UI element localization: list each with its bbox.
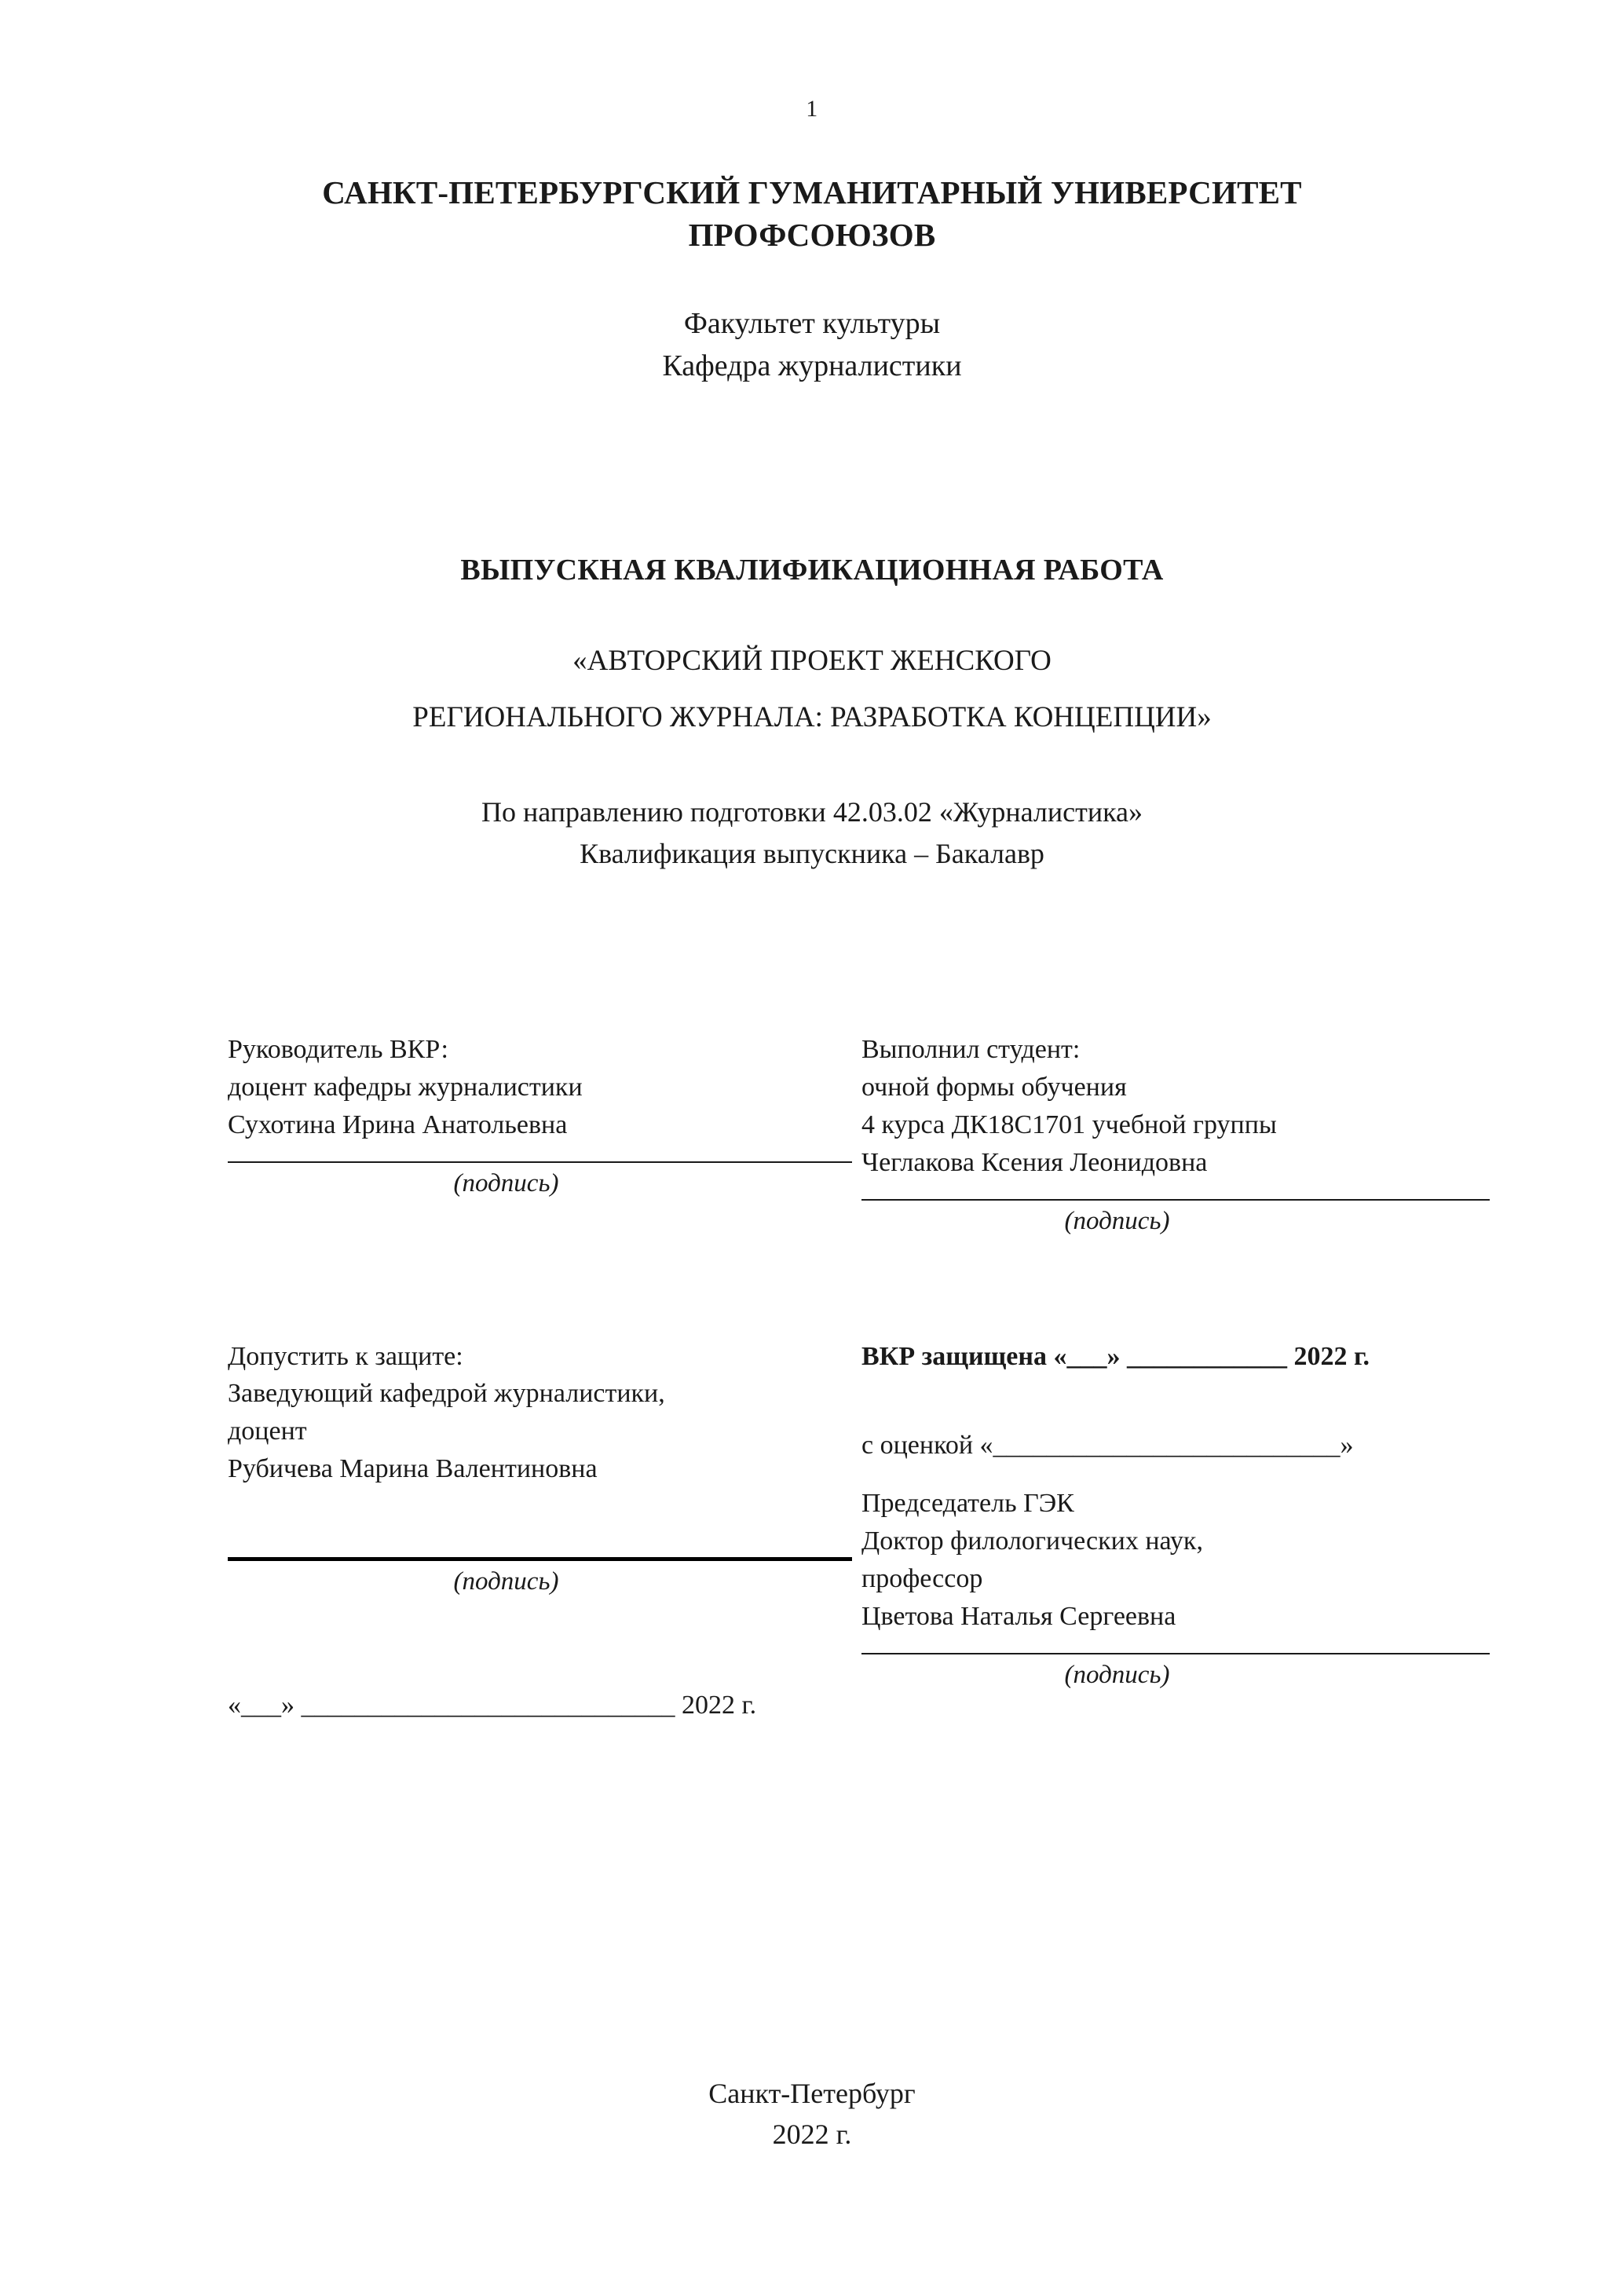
supervisor-position: доцент кафедры журналистики xyxy=(228,1072,583,1102)
page-number: 1 xyxy=(806,96,818,122)
student-form: очной формы обучения xyxy=(861,1072,1127,1102)
student-block xyxy=(816,1031,1404,1236)
admission-position-line-2: доцент xyxy=(228,1417,307,1446)
admission-date-line: «___» ____________________________ 2022 г. xyxy=(228,1691,757,1720)
document-footer xyxy=(0,2073,1624,2155)
defense-signature-rule xyxy=(861,1653,1490,1654)
admission-signature-rule xyxy=(228,1557,852,1561)
defense-spacer-1 xyxy=(861,1375,1404,1427)
student-name: Чеглакова Ксения Леонидовна xyxy=(861,1147,1208,1177)
supervisor-signature-caption: (подпись) xyxy=(453,1168,559,1197)
footer-year: 2022 г. xyxy=(772,2118,852,2150)
department-name: Кафедра журналистики xyxy=(662,349,962,383)
faculty-block xyxy=(0,303,1624,388)
student-group: 4 курса ДК18С1701 учебной группы xyxy=(861,1110,1277,1139)
footer-city: Санкт-Петербург xyxy=(708,2077,916,2109)
qualification: Квалификация выпускника – Бакалавр xyxy=(580,837,1044,869)
admission-date-spacer xyxy=(228,1596,816,1691)
defense-label: ВКР защищена «___» ____________ 2022 г. xyxy=(861,1341,1370,1371)
admission-signature-caption: (подпись) xyxy=(453,1567,559,1596)
defense-grade-line: с оценкой «__________________________» xyxy=(861,1431,1354,1461)
defense-chair-name: Цветова Наталья Сергеевна xyxy=(861,1602,1176,1632)
signatures-bottom-row xyxy=(0,1338,1624,1721)
admission-label: Допустить к защите: xyxy=(228,1341,463,1371)
defense-chair-degree-line-1: Доктор филологических наук, xyxy=(861,1526,1203,1556)
admission-name: Рубичева Марина Валентиновна xyxy=(228,1454,598,1484)
supervisor-name: Сухотина Ирина Анатольевна xyxy=(228,1110,568,1139)
supervisor-signature-rule xyxy=(228,1161,852,1163)
work-type-heading: ВЫПУСКНАЯ КВАЛИФИКАЦИОННАЯ РАБОТА xyxy=(460,554,1164,587)
defense-block xyxy=(816,1338,1404,1721)
defense-signature-caption: (подпись) xyxy=(1064,1661,1170,1690)
work-title-line-1: «АВТОРСКИЙ ПРОЕКТ ЖЕНСКОГО xyxy=(572,645,1052,678)
study-direction: По направлению подготовки 42.03.02 «Журналистика» xyxy=(481,796,1143,828)
defense-chair-label: Председатель ГЭК xyxy=(861,1489,1074,1519)
admission-position-line-1: Заведующий кафедрой журналистики, xyxy=(228,1379,665,1409)
student-signature-caption: (подпись) xyxy=(1064,1206,1170,1235)
admission-spacer xyxy=(228,1488,816,1540)
university-name: САНКТ-ПЕТЕРБУРГСКИЙ ГУМАНИТАРНЫЙ УНИВЕРСИТЕТ ПРОФСОЮЗОВ xyxy=(322,174,1302,254)
faculty-name: Факультет культуры xyxy=(683,307,941,341)
work-title-line-2: РЕГИОНАЛЬНОГО ЖУРНАЛА: РАЗРАБОТКА КОНЦЕПЦИИ» xyxy=(412,701,1212,734)
defense-chair-degree-line-2: профессор xyxy=(861,1564,983,1594)
work-title xyxy=(0,633,1624,746)
student-signature-rule xyxy=(861,1199,1490,1201)
defense-spacer-2 xyxy=(861,1464,1404,1485)
supervisor-block xyxy=(228,1031,816,1236)
student-role-label: Выполнил студент: xyxy=(861,1034,1081,1064)
signatures-top-row xyxy=(0,1031,1624,1236)
supervisor-role-label: Руководитель ВКР: xyxy=(228,1034,448,1064)
admission-block xyxy=(228,1338,816,1721)
